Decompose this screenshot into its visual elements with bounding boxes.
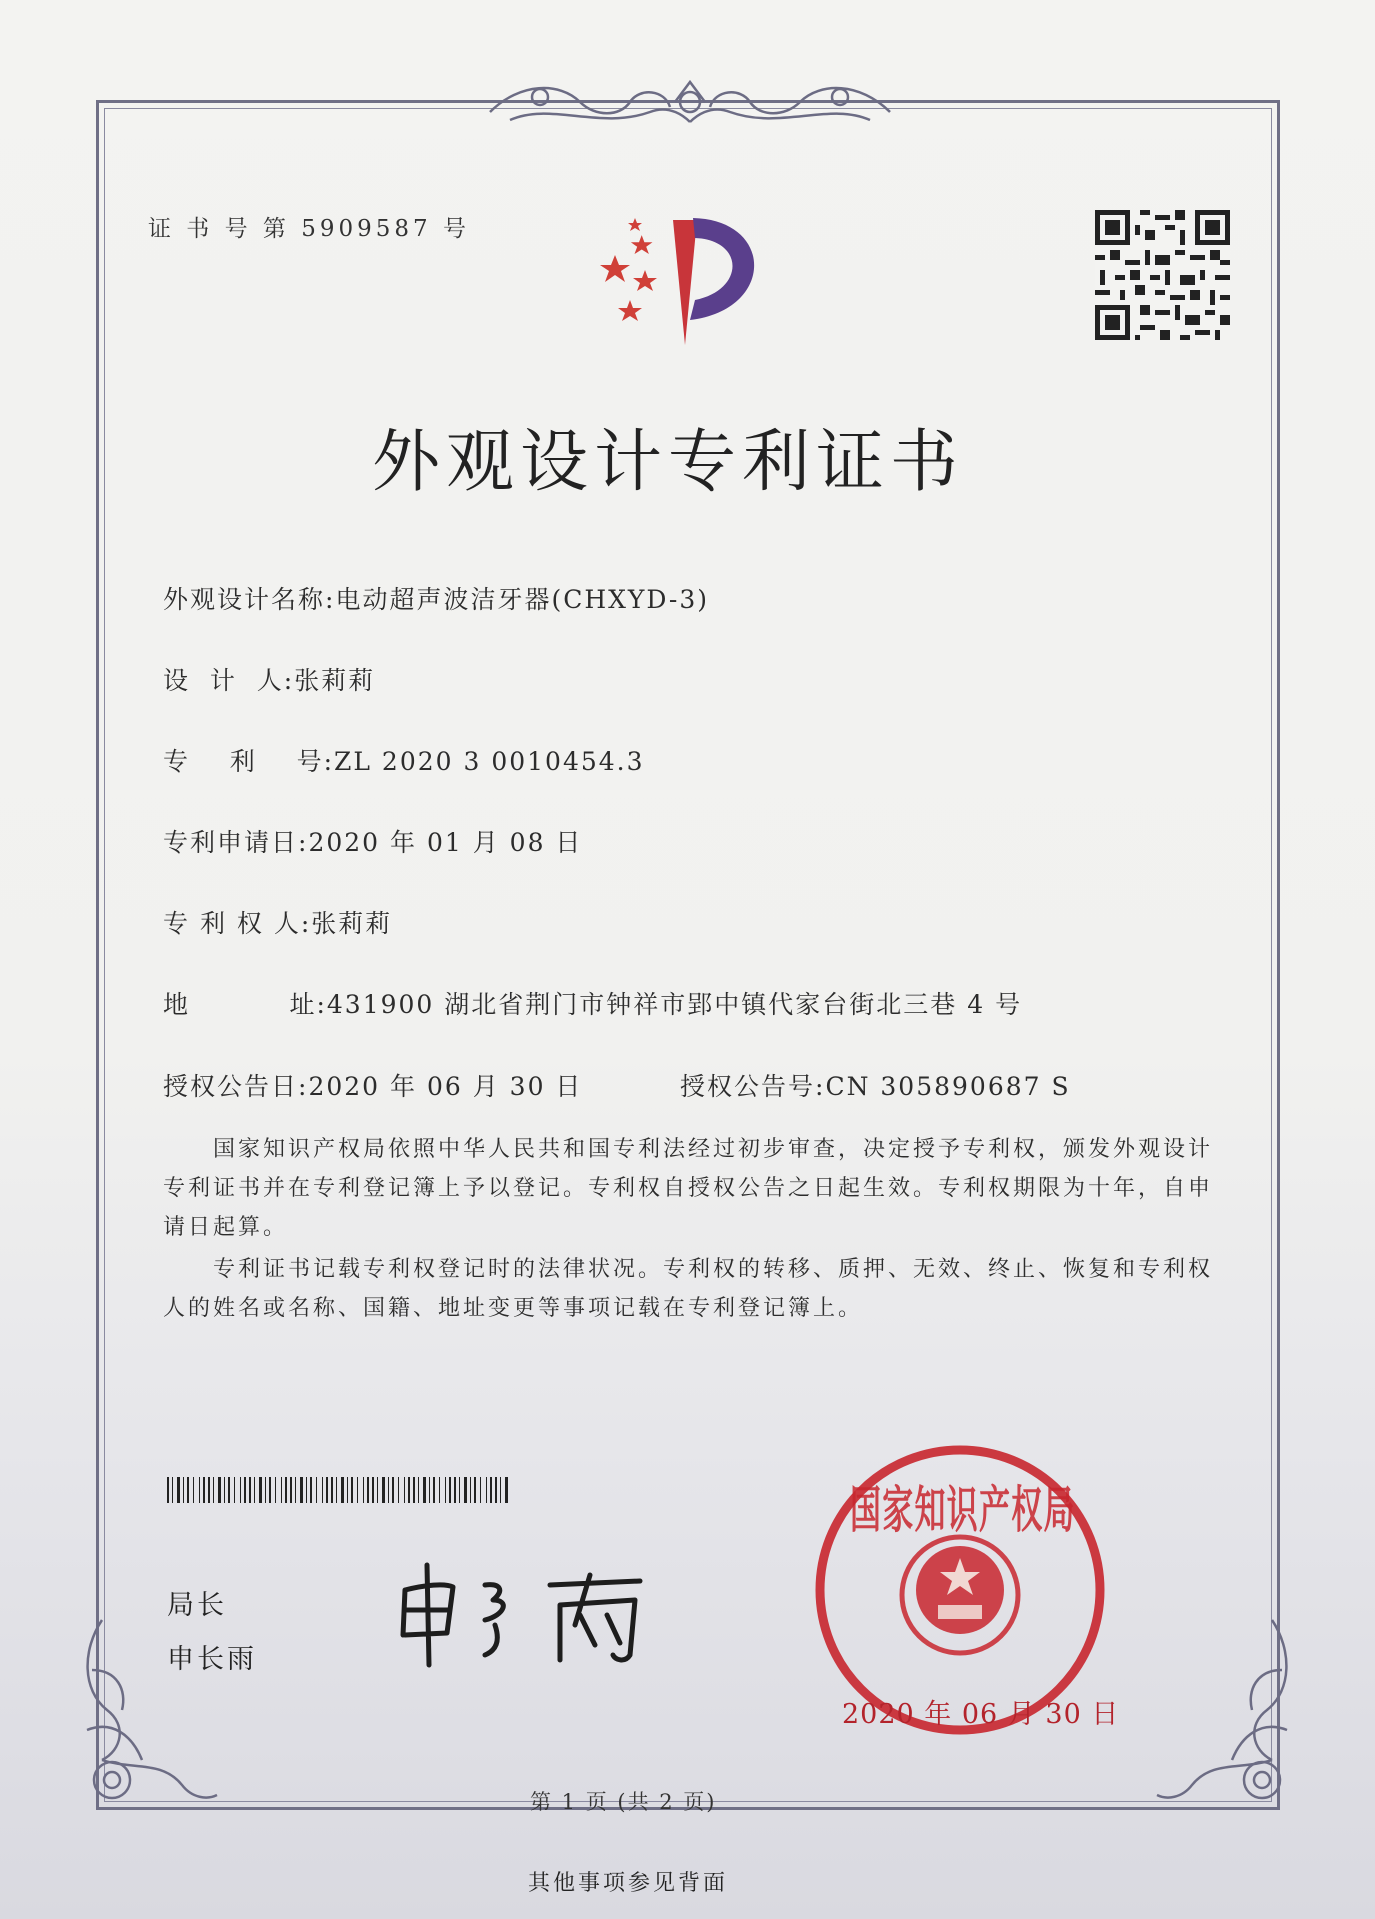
footer-note: 其他事项参见背面: [528, 1871, 729, 1896]
corner-ornament-right-icon: [1152, 1610, 1302, 1820]
designer-label: 设 计 人:: [163, 666, 295, 695]
filing-date-label: 专利申请日:: [163, 828, 309, 857]
patentee-label: 专 利 权 人:: [163, 909, 312, 938]
director-title: 局长: [167, 1590, 227, 1621]
design-name-label: 外观设计名称:: [163, 585, 336, 614]
patent-number-label: 专 利 号:: [163, 747, 334, 776]
grant-date-value: 2020 年 06 月 30 日: [308, 1072, 583, 1101]
grant-date-label: 授权公告日:: [163, 1072, 309, 1101]
patentee-value: 张莉莉: [311, 909, 393, 938]
certificate-title: 外观设计专利证书: [372, 423, 965, 502]
page-indicator: 第 1 页 (共 2 页): [530, 1790, 717, 1814]
design-name-row: [163, 580, 709, 616]
patent-number-row: [163, 742, 645, 778]
barcode-icon: [167, 1477, 512, 1503]
grant-number-value: CN 305890687 S: [825, 1072, 1071, 1101]
patent-number-value: ZL 2020 3 0010454.3: [334, 747, 645, 776]
patent-office-emblem-icon: [585, 200, 795, 350]
legal-paragraph-1: 国家知识产权局依照中华人民共和国专利法经过初步审查，决定授予专利权，颁发外观设计专利证书并在专利登记簿上予以登记。专利权自授权公告之日起生效。专利权期限为十年，自申请日起算。: [163, 1137, 1214, 1240]
director-name: 申长雨: [167, 1644, 257, 1675]
top-ornament-icon: [480, 72, 900, 134]
address-value: 431900 湖北省荆门市钟祥市郢中镇代家台街北三巷 4 号: [326, 990, 1023, 1019]
seal-date: 2020 年 06 月 30 日: [842, 1699, 1120, 1730]
certificate-number: 证 书 号 第 5909587 号: [148, 216, 470, 242]
seal-text: 国家知识产权局: [850, 1481, 1076, 1539]
filing-date-value: 2020 年 01 月 08 日: [308, 828, 583, 857]
design-name-value: 电动超声波洁牙器(CHXYD-3): [335, 585, 710, 614]
address-label: 地 址:: [163, 990, 327, 1019]
legal-paragraph-2: 专利证书记载专利权登记时的法律状况。专利权的转移、质押、无效、终止、恢复和专利权人的姓名或名称、国籍、地址变更等事项记载在专利登记簿上。: [163, 1257, 1214, 1321]
filing-date-row: [163, 823, 582, 859]
patentee-row: [163, 904, 392, 940]
signature-image: [385, 1555, 685, 1675]
grant-number-label: 授权公告号:: [680, 1072, 826, 1101]
designer-value: 张莉莉: [294, 666, 376, 695]
address-row: [163, 985, 1022, 1021]
grant-date-row: [163, 1067, 582, 1103]
designer-row: [163, 661, 375, 697]
qr-code-icon: [1095, 210, 1230, 340]
grant-number-row: [680, 1067, 1071, 1103]
